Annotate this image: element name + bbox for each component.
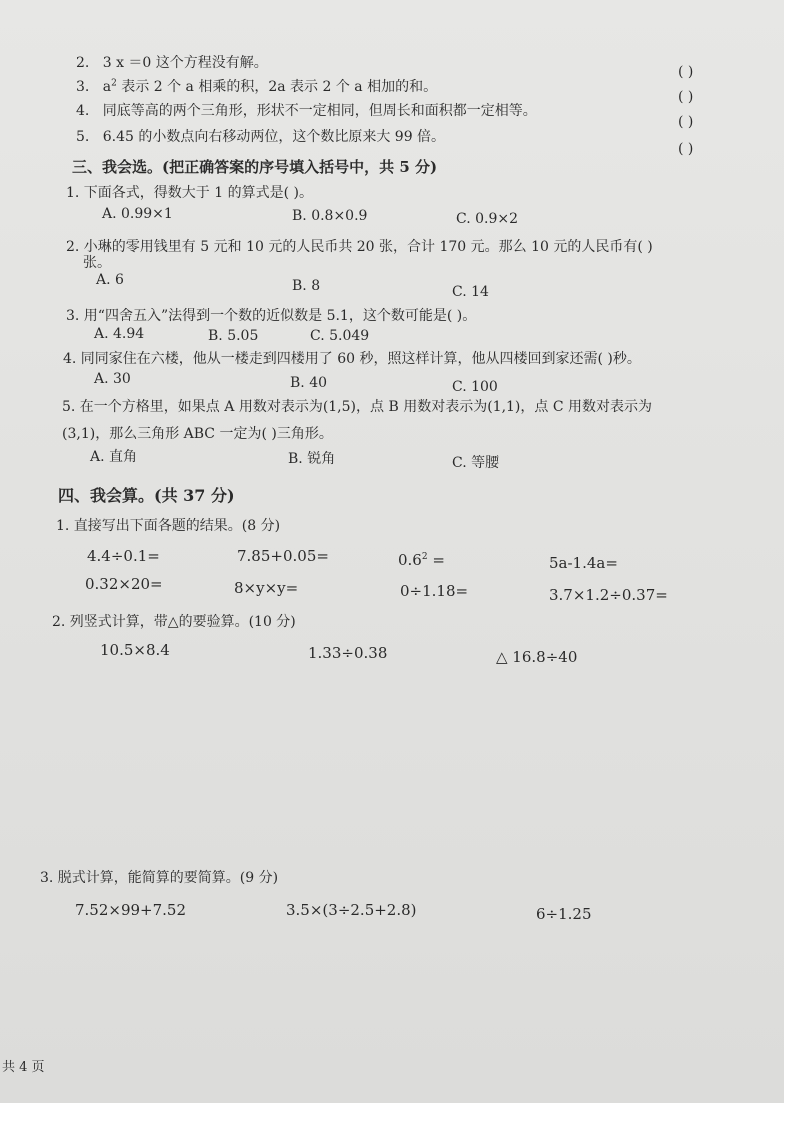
mc-question-4: 4. 同同家住在六楼，他从一楼走到四楼用了 60 秒，照这样计算，他从四楼回到家还需( )秒。 bbox=[63, 351, 641, 367]
calc-item: 8×y×y= bbox=[234, 579, 299, 597]
subsection-title: 1. 直接写出下面各题的结果。(8 分) bbox=[56, 518, 281, 534]
calc-tail: = bbox=[427, 551, 445, 569]
judge-item-4 bbox=[76, 100, 537, 120]
option-c[interactable]: C. 5.049 bbox=[310, 328, 370, 344]
calc-item bbox=[398, 551, 445, 569]
option-b[interactable]: B. 锐角 bbox=[288, 451, 336, 467]
option-b[interactable]: B. 40 bbox=[290, 375, 328, 391]
item-number: 3. bbox=[76, 79, 90, 95]
option-b[interactable]: B. 8 bbox=[292, 278, 321, 294]
section-heading: 四、我会算。(共 37 分) bbox=[58, 486, 235, 505]
subsection-title: 2. 列竖式计算，带△的要验算。(10 分) bbox=[52, 614, 296, 630]
judge-item-2 bbox=[76, 52, 268, 72]
item-text: 3 x ＝0 这个方程没有解。 bbox=[102, 55, 268, 71]
calc-item: 1.33÷0.38 bbox=[308, 644, 388, 662]
calc-item: 10.5×8.4 bbox=[100, 641, 170, 659]
option-a[interactable]: A. 6 bbox=[96, 272, 124, 288]
option-b[interactable]: B. 5.05 bbox=[208, 328, 259, 344]
answer-bracket[interactable]: ( ) bbox=[678, 64, 694, 80]
answer-bracket[interactable]: ( ) bbox=[678, 141, 694, 157]
option-a[interactable]: A. 0.99×1 bbox=[102, 206, 173, 222]
option-a[interactable]: A. 30 bbox=[94, 371, 131, 387]
option-c[interactable]: C. 0.9×2 bbox=[456, 211, 519, 227]
option-c[interactable]: C. 14 bbox=[452, 284, 489, 300]
option-c[interactable]: C. 等腰 bbox=[452, 455, 500, 471]
option-a[interactable]: A. 直角 bbox=[90, 449, 138, 465]
question-continuation: (3,1)，那么三角形 ABC 一定为( )三角形。 bbox=[62, 426, 333, 442]
option-b[interactable]: B. 0.8×0.9 bbox=[292, 208, 368, 224]
item-text: a bbox=[102, 79, 112, 95]
mc-question-5: 5. 在一个方格里，如果点 A 用数对表示为(1,5)，点 B 用数对表示为(1,1)，点 C 用数对表示为 bbox=[62, 399, 652, 415]
item-number: 2. bbox=[76, 55, 90, 71]
superscript: 2 bbox=[111, 78, 117, 89]
calc-item: △ 16.8÷40 bbox=[496, 648, 578, 666]
calc-item: 0÷1.18= bbox=[400, 582, 469, 600]
question-continuation: 张。 bbox=[83, 255, 111, 271]
calc-item: 3.5×(3÷2.5+2.8) bbox=[286, 901, 417, 919]
calc-item: 7.52×99+7.52 bbox=[75, 901, 187, 919]
mc-question-2: 2. 小琳的零用钱里有 5 元和 10 元的人民币共 20 张，合计 170 元。那么 10 元的人民币有( ) bbox=[66, 239, 653, 255]
calc-item: 4.4÷0.1= bbox=[87, 547, 160, 565]
calc-base: 0.6 bbox=[398, 551, 422, 569]
item-text: 同底等高的两个三角形，形状不一定相同，但周长和面积都一定相等。 bbox=[102, 103, 537, 119]
mc-question-1: 1. 下面各式，得数大于 1 的算式是( )。 bbox=[66, 185, 313, 201]
judge-item-5 bbox=[76, 126, 445, 146]
item-number: 4. bbox=[76, 103, 90, 119]
answer-bracket[interactable]: ( ) bbox=[678, 114, 694, 130]
option-c[interactable]: C. 100 bbox=[452, 379, 498, 395]
mc-question-3: 3. 用“四舍五入”法得到一个数的近似数是 5.1，这个数可能是( )。 bbox=[66, 308, 477, 324]
superscript: 2 bbox=[421, 552, 428, 562]
calc-item: 7.85+0.05= bbox=[237, 547, 329, 565]
calc-item: 3.7×1.2÷0.37= bbox=[549, 586, 668, 604]
section-heading: 三、我会选。(把正确答案的序号填入括号中，共 5 分) bbox=[72, 158, 438, 176]
answer-bracket[interactable]: ( ) bbox=[678, 89, 694, 105]
item-text: 表示 2 个 a 相乘的积，2a 表示 2 个 a 相加的和。 bbox=[116, 79, 438, 95]
option-a[interactable]: A. 4.94 bbox=[94, 326, 145, 342]
calc-item: 6÷1.25 bbox=[536, 905, 592, 923]
calc-item: 0.32×20= bbox=[85, 575, 163, 593]
judge-item-3 bbox=[76, 76, 437, 96]
item-text: 6.45 的小数点向右移动两位，这个数比原来大 99 倍。 bbox=[102, 129, 446, 145]
calc-item: 5a-1.4a= bbox=[549, 554, 618, 572]
item-number: 5. bbox=[76, 129, 90, 145]
page-footer: 共 4 页 bbox=[2, 1060, 45, 1075]
subsection-title: 3. 脱式计算，能简算的要简算。(9 分) bbox=[40, 870, 279, 886]
